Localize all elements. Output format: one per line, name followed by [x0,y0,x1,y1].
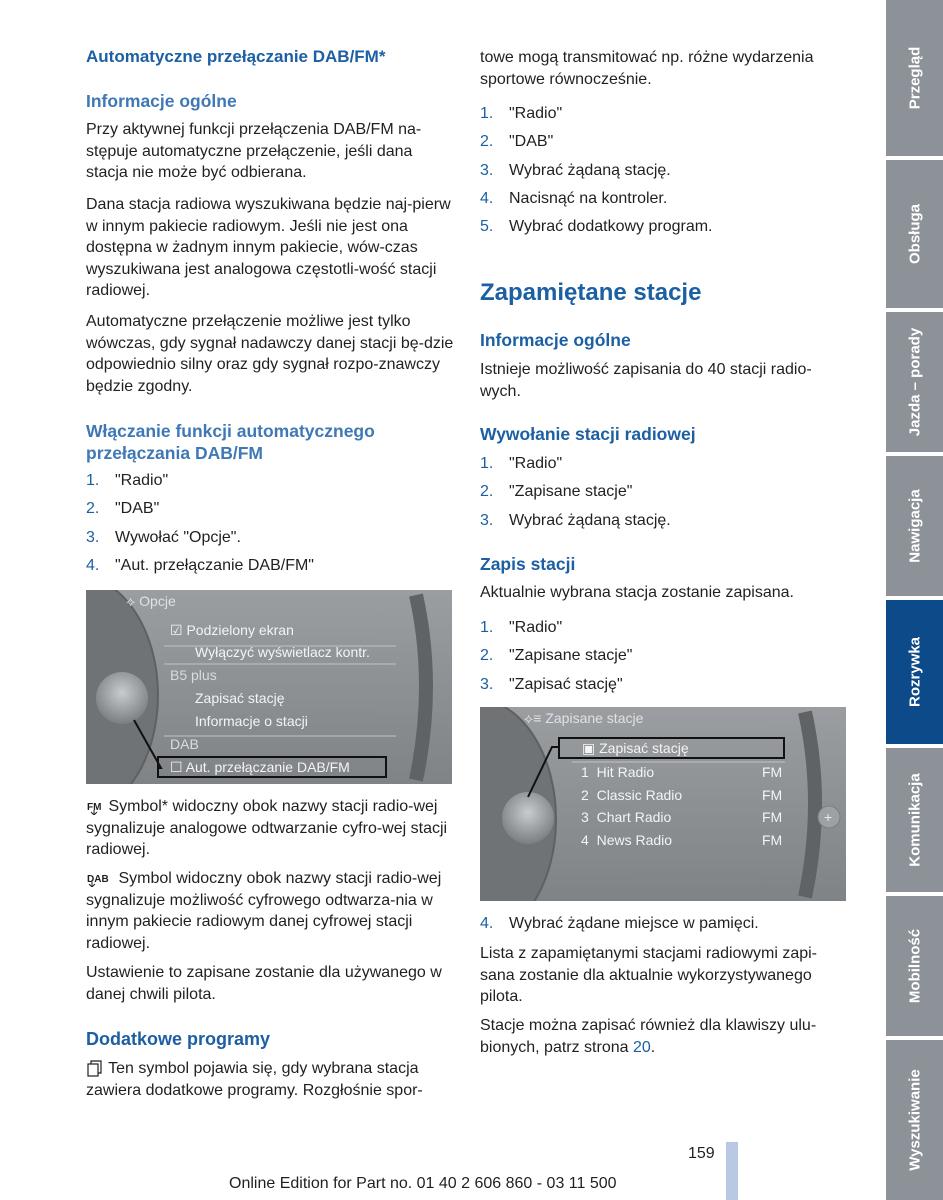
svg-text:DAB: DAB [87,873,109,885]
list-item: 1. "Radio" [480,455,563,472]
stored-stations-screen-image [480,707,846,901]
screen-decor [86,590,452,784]
screen-item-save-station: ▣ Zapisać stację [582,740,689,756]
edition-footer: Online Edition for Part no. 01 40 2 606 860 - 03 11 500 [229,1175,617,1192]
heading-call-station: Wywołanie stacji radiowej [480,424,696,444]
tab-rozrywka[interactable]: Rozrywka [886,600,943,744]
list-item: 4. "Aut. przełączanie DAB/FM" [86,556,314,574]
heading-general-info-2: Informacje ogólne [480,330,631,350]
station-band: FM [762,764,783,780]
svg-text:FM: FM [87,801,102,813]
screen-section-b5: B5 plus [170,667,217,683]
call-station-steps [480,453,671,538]
station-row: 1 Hit Radio [581,764,655,780]
svg-text:+: + [824,809,833,825]
save-step-4 [480,913,759,941]
page-marker-bar [726,1142,738,1200]
tab-wyszukiwanie[interactable]: Wyszukiwanie [886,1040,943,1200]
tab-nawigacja[interactable]: Nawigacja [886,456,943,596]
signal-icon: ⟡ [126,593,140,609]
extra-programs-icon [86,1060,104,1078]
station-row: 4 News Radio [581,832,673,848]
list-item: 5. Wybrać dodatkowy program. [480,218,713,236]
page-number: 159 [688,1145,715,1162]
screen-title-stored: ⟡≡ Zapisane stacje [524,710,644,726]
list-item: 2. "Zapisane stacje" [480,483,633,501]
para-extra-programs: Ten symbol pojawia się, gdy wybrana stacja zawiera dodatkowe programy. Rozgłośnie spor- [86,1060,423,1099]
para-auto-switch-1: Przy aktywnej funkcji przełączenia DAB/FM na-stępuje automatyczne przełączenie, jeśli dana stacja nie może być odbierana. [86,121,422,181]
heading-general-info: Informacje ogólne [86,91,237,111]
screen-title-options: ⟡ Opcje [126,593,176,609]
tab-przeglad[interactable]: Przegląd [886,0,943,156]
para-favorites: Stacje można zapisać również dla klawiszy ulu-bionych, patrz strona 20. [480,1017,817,1056]
tab-jazda-porady[interactable]: Jazda – porady [886,312,943,452]
para-current-station-saved: Aktualnie wybrana stacja zostanie zapisana. [480,584,794,601]
tab-mobilnosc[interactable]: Mobilność [886,896,943,1036]
heading-auto-switch: Automatyczne przełączanie DAB/FM* [86,47,386,66]
para-fm-symbol: FM Symbol* widoczny obok nazwy stacji radio-wej sygnalizuje analogowe odtwarzanie cyfro-wej stacji radiowej. [86,798,448,858]
dab-symbol-icon [86,871,114,887]
tab-komunikacja[interactable]: Komunikacja [886,748,943,892]
tab-obsluga[interactable]: Obsługa [886,160,943,308]
list-item: 2. "Zapisane stacje" [480,647,633,665]
screen-item-display-off: Wyłączyć wyświetlacz kontr. [195,644,370,660]
heading-extra-programs: Dodatkowe programy [86,1029,271,1049]
list-item: 1. "Radio" [480,105,563,122]
para-40-stations: Istnieje możliwość zapisania do 40 stacji radio-wych. [480,361,812,400]
list-item: 2. "DAB" [480,133,554,151]
heading-save-station: Zapis stacji [480,554,576,574]
list-item: 2. "DAB" [86,500,160,518]
save-station-steps [480,617,632,702]
options-screen-image [86,590,452,784]
list-item: 3. Wybrać żądaną stację. [480,161,671,179]
station-band: FM [762,809,783,825]
screen-item-save-station: Zapisać stację [195,690,285,706]
para-auto-switch-2: Dana stacja radiowa wyszukiwana będzie naj-pierw w innym pakiecie radiowym. Jeśli nie jest ona dostępna w żadnym innym pakiecie, wów-czas wyszukiwana jest analogowa częstotli-wość stacji radiowej. [86,196,451,299]
para-remote-setting: Ustawienie to zapisane zostanie dla używanego w danej chwili pilota. [86,964,442,1003]
list-item: 1. "Radio" [86,472,169,489]
list-item: 1. "Radio" [480,619,563,636]
screen-item-split: ☑ Podzielony ekran [170,622,294,638]
extra-programs-steps [480,103,713,244]
checkbox-checked-icon: ☑ [170,622,187,638]
heading-enable-auto-switch: Włączanie funkcji automatycznego przełączania DAB/FM [86,421,375,463]
list-item: 4. Wybrać żądane miejsce w pamięci. [480,915,759,932]
para-dab-symbol: DAB Symbol widoczny obok nazwy stacji radio-wej sygnalizuje możliwość cyfrowego odtwarza-nia w innym pakiecie radiowym danej cyfrowej stacji radiowej. [86,870,442,952]
list-item: 4. Nacisnąć na kontroler. [480,189,668,207]
para-auto-switch-3: Automatyczne przełączenie możliwe jest tylko wówczas, gdy sygnał nadawczy danej stacji bę-dzie odpowiednio silny oraz gdy sygnał rozpo-znawczy będzie zgodny. [86,313,454,395]
screen-section-dab: DAB [170,736,199,752]
enable-steps-list [86,470,314,583]
screen-decor [480,707,846,901]
screen-item-auto-switch: ☐ Aut. przełączanie DAB/FM [170,759,350,775]
station-band: FM [762,832,783,848]
station-row: 3 Chart Radio [581,809,672,825]
checkbox-icon: ☐ [170,759,186,775]
list-signal-icon: ⟡≡ [524,710,546,726]
station-band: FM [762,787,783,803]
list-item: 3. Wybrać żądaną stację. [480,511,671,529]
heading-stored-stations: Zapamiętane stacje [480,279,702,306]
screen-item-station-info: Informacje o stacji [195,713,308,729]
fm-symbol-icon [86,799,104,815]
list-item: 3. Wywołać "Opcje". [86,528,241,546]
list-item: 3. "Zapisać stację" [480,675,623,693]
para-sports-continued: towe mogą transmitować np. różne wydarzenia sportowe równocześnie. [480,49,814,88]
station-row: 2 Classic Radio [581,787,683,803]
save-icon: ▣ [582,740,600,756]
para-stored-list-remote: Lista z zapamiętanymi stacjami radiowymi zapi-sana zostanie dla aktualnie wykorzystywanego pilota. [480,945,817,1005]
page-20-link[interactable]: 20 [632,1038,651,1056]
